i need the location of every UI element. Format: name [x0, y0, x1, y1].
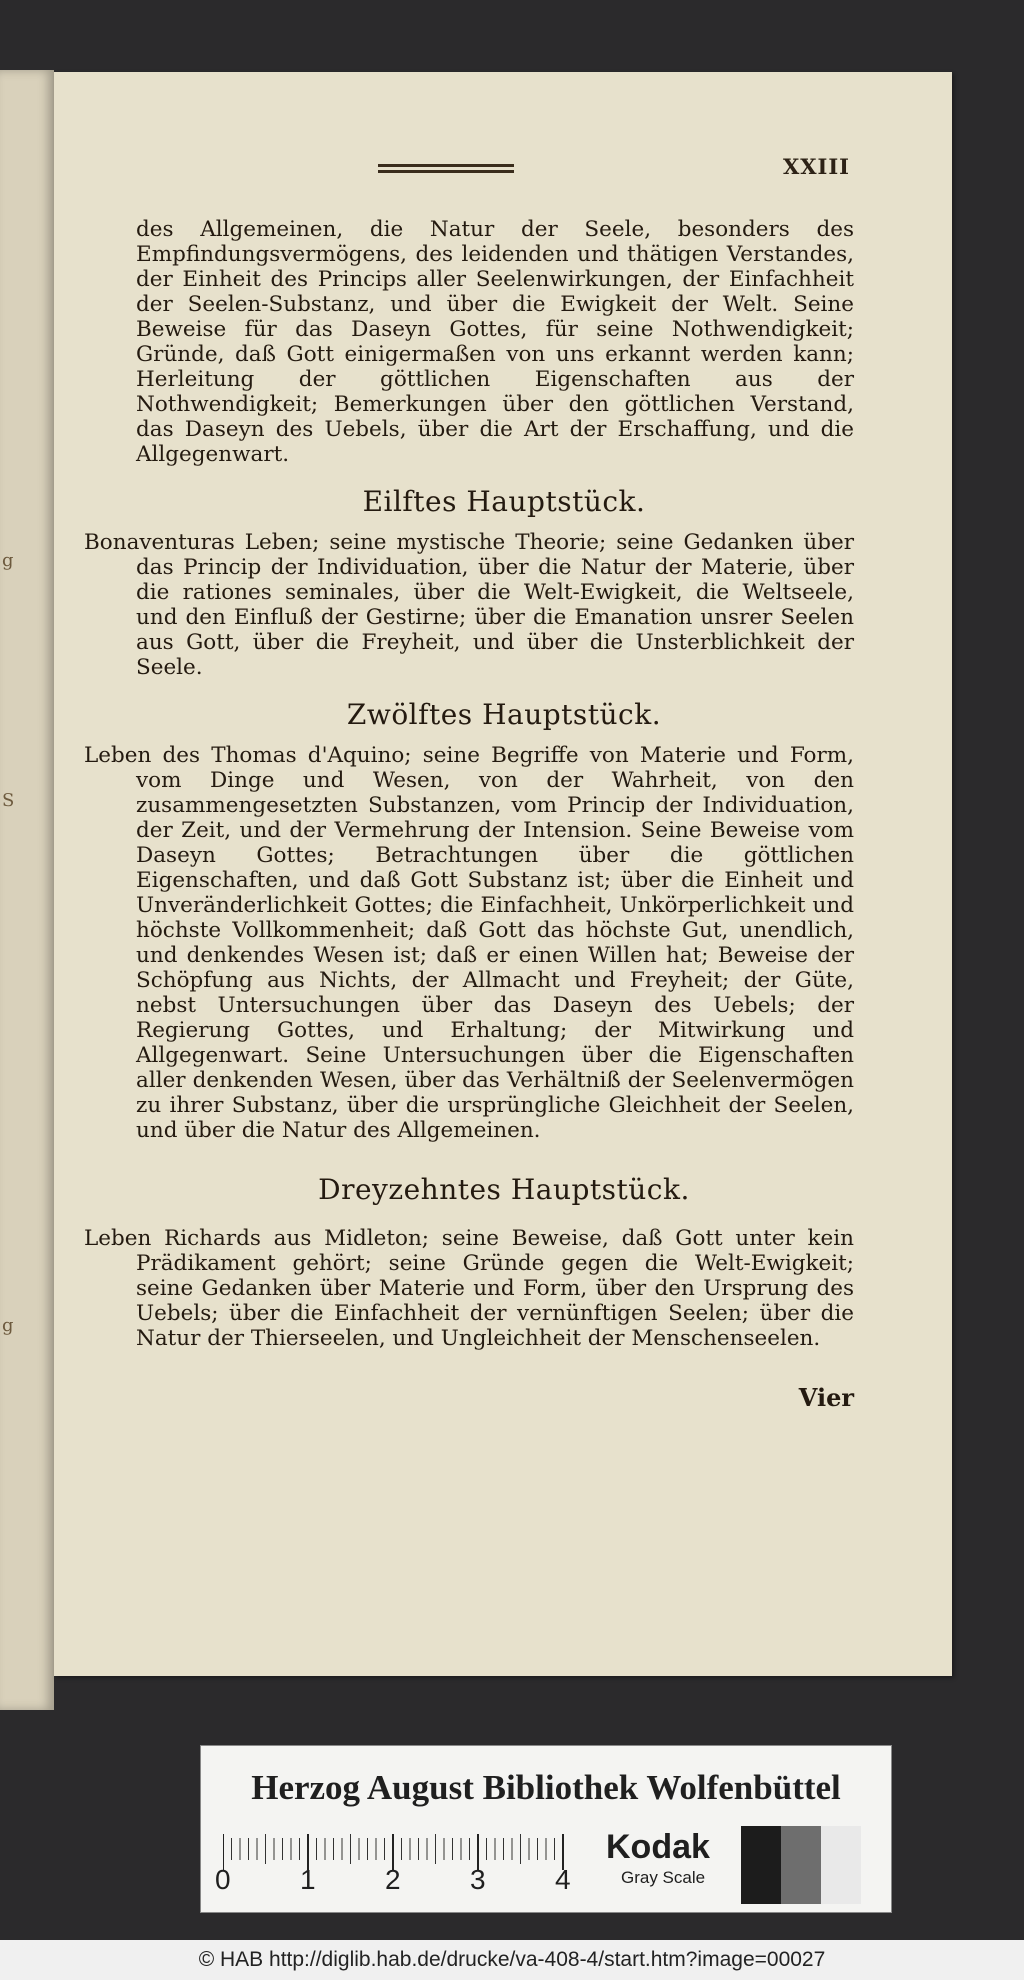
page-number: XXIII	[782, 154, 850, 179]
chapter-summary-13: Leben Richards aus Midleton; seine Beweise, daß Gott unter kein Prädikament gehört; seine Gründe gegen die Welt-Ewigkeit; seine Gedanken über Materie und Form, über den Ursprung des Uebels; über die Einfachheit der vernünftigen Seelen; über die Natur der Thierseelen, und Ungleichheit der Menschenseelen.	[84, 1226, 854, 1351]
chapter-summary-12: Leben des Thomas d'Aquino; seine Begriffe von Materie und Form, vom Dinge und Wesen, von der Wahrheit, von den zusammengesetzten Substanzen, vom Princip der Individuation, der Zeit, und der Vermehrung der Intension. Seine Beweise vom Daseyn Gottes; Betrachtungen über die göttlichen Eigenschaften, und daß Gott Substanz ist; über die Einheit und Unveränderlichkeit Gottes; die Einfachheit, Unkörperlichkeit und höchste Vollkommenheit; daß Gott das höchste Gut, unendlich, und denkendes Wesen ist; daß er einen Willen hat; Beweise der Schöpfung aus Nichts, der Allmacht und Freyheit; der Güte, nebst Untersuchungen über das Daseyn des Uebels; der Regierung Gottes, und Erhaltung; der Mitwirkung und Allgegenwart. Seine Untersuchungen über die Eigenschaften aller denkenden Wesen, über das Verhältniß der Seelenvermögen zu ihrer Substanz, über die ursprüngliche Gleichheit der Seelen, und über die Natur des Allgemeinen.	[84, 743, 854, 1143]
ruler-number: 2	[385, 1864, 401, 1895]
kodak-logo: Kodak	[606, 1828, 710, 1866]
footer-bar	[0, 1940, 1024, 1980]
ruler-number: 3	[470, 1864, 486, 1895]
header-rule	[378, 164, 514, 173]
ruler-number: 1	[300, 1864, 316, 1895]
page-text	[84, 217, 854, 1410]
gray-patch	[741, 1826, 781, 1904]
ruler-scale	[223, 1824, 583, 1884]
copyright-link[interactable]: © HAB http://diglib.hab.de/drucke/va-408-4/start.htm?image=00027	[198, 1948, 826, 1971]
chapter-heading-11: Eilftes Hauptstück.	[362, 485, 646, 518]
left-margin-mark: g	[2, 550, 14, 571]
gray-scale-patches	[741, 1826, 861, 1904]
gray-patch	[781, 1826, 821, 1904]
left-page-edge	[0, 70, 54, 1710]
chapter-summary-11: Bonaventuras Leben; seine mystische Theorie; seine Gedanken über das Princip der Individuation, über die Natur der Materie, über die rationes seminales, über die Welt-Ewigkeit, die Weltseele, und den Einfluß der Gestirne; über die Emanation unsrer Seelen aus Gott, über die Freyheit, und über die Unsterblichkeit der Seele.	[84, 530, 854, 680]
kodak-subtitle: Gray Scale	[621, 1868, 706, 1887]
chapter-heading-12: Zwölftes Hauptstück.	[346, 698, 662, 731]
chapter-heading-13: Dreyzehntes Hauptstück.	[318, 1173, 690, 1206]
card-title: Herzog August Bibliothek Wolfenbüttel	[251, 1768, 841, 1807]
book-page	[54, 72, 952, 1676]
ruler-number: 0	[215, 1864, 231, 1895]
gray-patch	[821, 1826, 861, 1904]
continuation-paragraph: des Allgemeinen, die Natur der Seele, besonders des Empfindungsvermögens, des leidenden und thätigen Verstandes, der Einheit des Princips aller Seelenwirkungen, der Einfachheit der Seelen-Substanz, und über die Ewigkeit der Welt. Seine Beweise für das Daseyn Gottes, für seine Nothwendigkeit; Gründe, daß Gott einigermaßen von uns erkannt werden kann; Herleitung der göttlichen Eigenschaften aus der Nothwendigkeit; Bemerkungen über den göttlichen Verstand, das Daseyn des Uebels, über die Art der Erschaffung, und die Allgegenwart.	[136, 217, 854, 467]
left-margin-mark: g	[2, 1315, 14, 1336]
left-margin-mark: S	[2, 790, 15, 811]
catchword: Vier	[798, 1383, 854, 1412]
color-calibration-card	[200, 1745, 892, 1913]
ruler-number: 4	[555, 1864, 571, 1895]
